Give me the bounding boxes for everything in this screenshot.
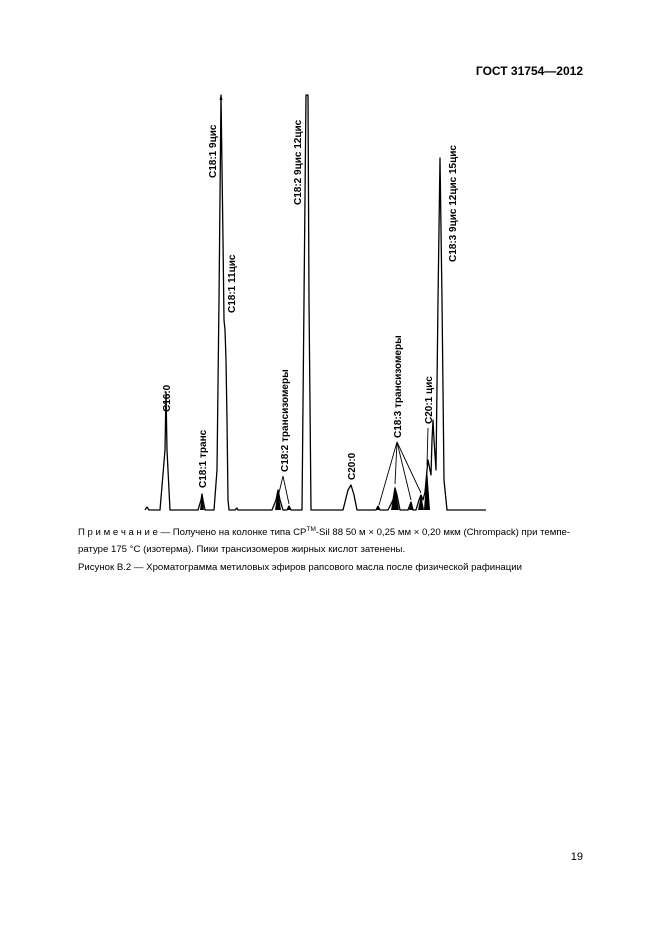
note-trademark: TM <box>306 526 316 533</box>
peak-label: C18:3 9цис 12цис 15цис <box>448 145 459 262</box>
peak-label: C20:0 <box>347 452 358 480</box>
peak-label: C18:1 11цис <box>227 254 238 313</box>
peak-label: C20:1 цис <box>424 376 435 424</box>
page-number: 19 <box>570 851 583 863</box>
note-line-2: ратуре 175 °С (изотерма). Пики трансизомеров жирных кислот затенены. <box>78 544 406 556</box>
peak-label: C18:2 9цис 12цис <box>293 119 304 205</box>
peak-label: C18:2 трансизомеры <box>280 369 291 472</box>
peak-label: C18:1 9цис <box>208 124 219 178</box>
figure-caption: Рисунок В.2 — Хроматограмма метиловых эфиров рапсового масла после физической рафинации <box>78 562 522 573</box>
peak-label: C18:3 трансизомеры <box>393 335 404 438</box>
note-rest: -Sil 88 50 м × 0,25 мм × 0,20 мкм (Chrompack) при темпе- <box>315 527 571 539</box>
chromatogram-trace <box>145 95 486 510</box>
peak-label: C16:0 <box>162 384 173 412</box>
standard-header: ГОСТ 31754—2012 <box>475 64 583 78</box>
note-lead: П р и м е ч а н и е — Получено на колонке типа CP <box>78 527 307 539</box>
figure-note <box>78 521 586 558</box>
peak-label: C18:1 транс <box>198 429 209 488</box>
note-line-1 <box>78 521 586 541</box>
chromatogram-figure <box>140 90 490 515</box>
